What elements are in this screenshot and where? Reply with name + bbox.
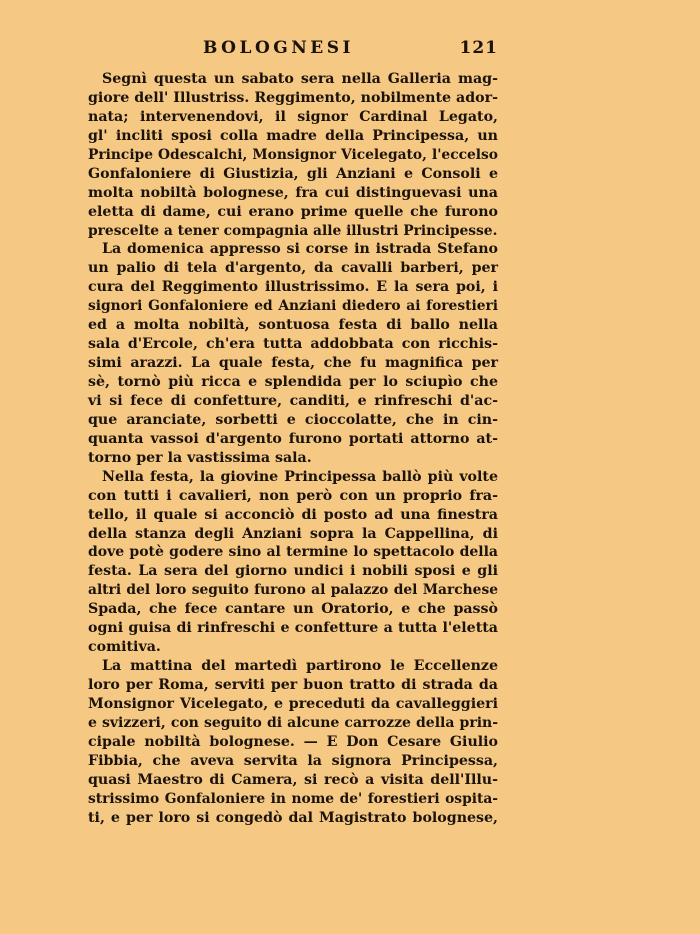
running-title: BOLOGNESI (203, 38, 354, 58)
page-number: 121 (459, 38, 498, 58)
text-line: sala d'Ercole, ch'era tutta addobbata con ricchis- (88, 336, 498, 353)
text-line: Principe Odescalchi, Monsignor Vicelegato, l'eccelso (88, 146, 498, 163)
text-line: vi si fece di confetture, canditi, e rinfreschi d'ac- (88, 392, 498, 409)
text-line: giore dell' Illustriss. Reggimento, nobilmente ador- (88, 89, 498, 106)
text-line: gl' incliti sposi colla madre della Principessa, un (88, 127, 498, 144)
text-line: sè, tornò più ricca e splendida per lo sciupìo che (88, 374, 498, 390)
text-line: nata; intervenendovi, il signor Cardinal Legato, (88, 108, 498, 125)
text-line: dove potè godere sino al termine lo spettacolo della (88, 544, 498, 561)
text-line: cipale nobiltà bolognese. — E Don Cesare Giulio (88, 733, 498, 750)
text-line: Nella festa, la giovine Principessa ballò più volte (102, 468, 498, 485)
text-line: e svizzeri, con seguito di alcune carrozze della prin- (88, 714, 498, 731)
text-line: tello, il quale si acconciò di posto ad una finestra (88, 506, 498, 523)
text-line: ti, e per loro si congedò dal Magistrato bolognese, (88, 809, 498, 826)
text-line: La mattina del martedì partirono le Eccellenze (102, 658, 498, 675)
text-line: prescelte a tener compagnia alle illustri Principesse. (88, 222, 498, 239)
text-line: un palio di tela d'argento, da cavalli barberi, per (88, 260, 498, 277)
text-line: quanta vassoi d'argento furono portati attorno at- (88, 430, 498, 447)
text-line: que aranciate, sorbetti e cioccolatte, che in cin- (88, 411, 498, 428)
text-line: altri del loro seguito furono al palazzo del Marchese (88, 582, 498, 599)
text-line: cura del Reggimento illustrissimo. E la sera poi, i (88, 279, 498, 296)
text-line: Monsignor Vicelegato, e preceduti da cavalleggieri (88, 695, 498, 712)
text-line: molta nobiltà bolognese, fra cui distinguevasi una (88, 184, 498, 201)
text-line: signori Gonfaloniere ed Anziani diedero ai forestieri (88, 298, 498, 315)
text-line: strissimo Gonfaloniere in nome de' forestieri ospita- (88, 790, 498, 807)
text-line: Segnì questa un sabato sera nella Galleria mag- (102, 71, 498, 87)
text-line: Spada, che fece cantare un Oratorio, e che passò (88, 601, 498, 618)
page-header (88, 34, 498, 64)
text-line: della stanza degli Anziani sopra la Cappellina, di (88, 525, 498, 542)
text-line: eletta di dame, cui erano prime quelle che furono (88, 203, 498, 220)
text-line: loro per Roma, serviti per buon tratto di strada da (88, 677, 498, 693)
text-line: torno per la vastissima sala. (88, 449, 312, 466)
text-line: ed a molta nobiltà, sontuosa festa di ballo nella (88, 317, 498, 334)
text-line: quasi Maestro di Camera, si recò a visita dell'Illu- (88, 771, 498, 788)
text-line: ogni guisa di rinfreschi e confetture a tutta l'eletta (88, 620, 498, 637)
text-line: festa. La sera del giorno undici i nobili sposi e gli (88, 563, 498, 580)
text-line: Fibbia, che aveva servita la signora Principessa, (88, 752, 498, 769)
text-line: Gonfaloniere di Giustizia, gli Anziani e Consoli e (88, 165, 498, 182)
text-line: La domenica appresso si corse in istrada Stefano (102, 241, 498, 258)
text-line: comitiva. (88, 639, 161, 656)
text-line: simi arazzi. La quale festa, che fu magnifica per (88, 355, 498, 372)
text-line: con tutti i cavalieri, non però con un proprio fra- (88, 487, 498, 504)
body-text (88, 70, 498, 828)
